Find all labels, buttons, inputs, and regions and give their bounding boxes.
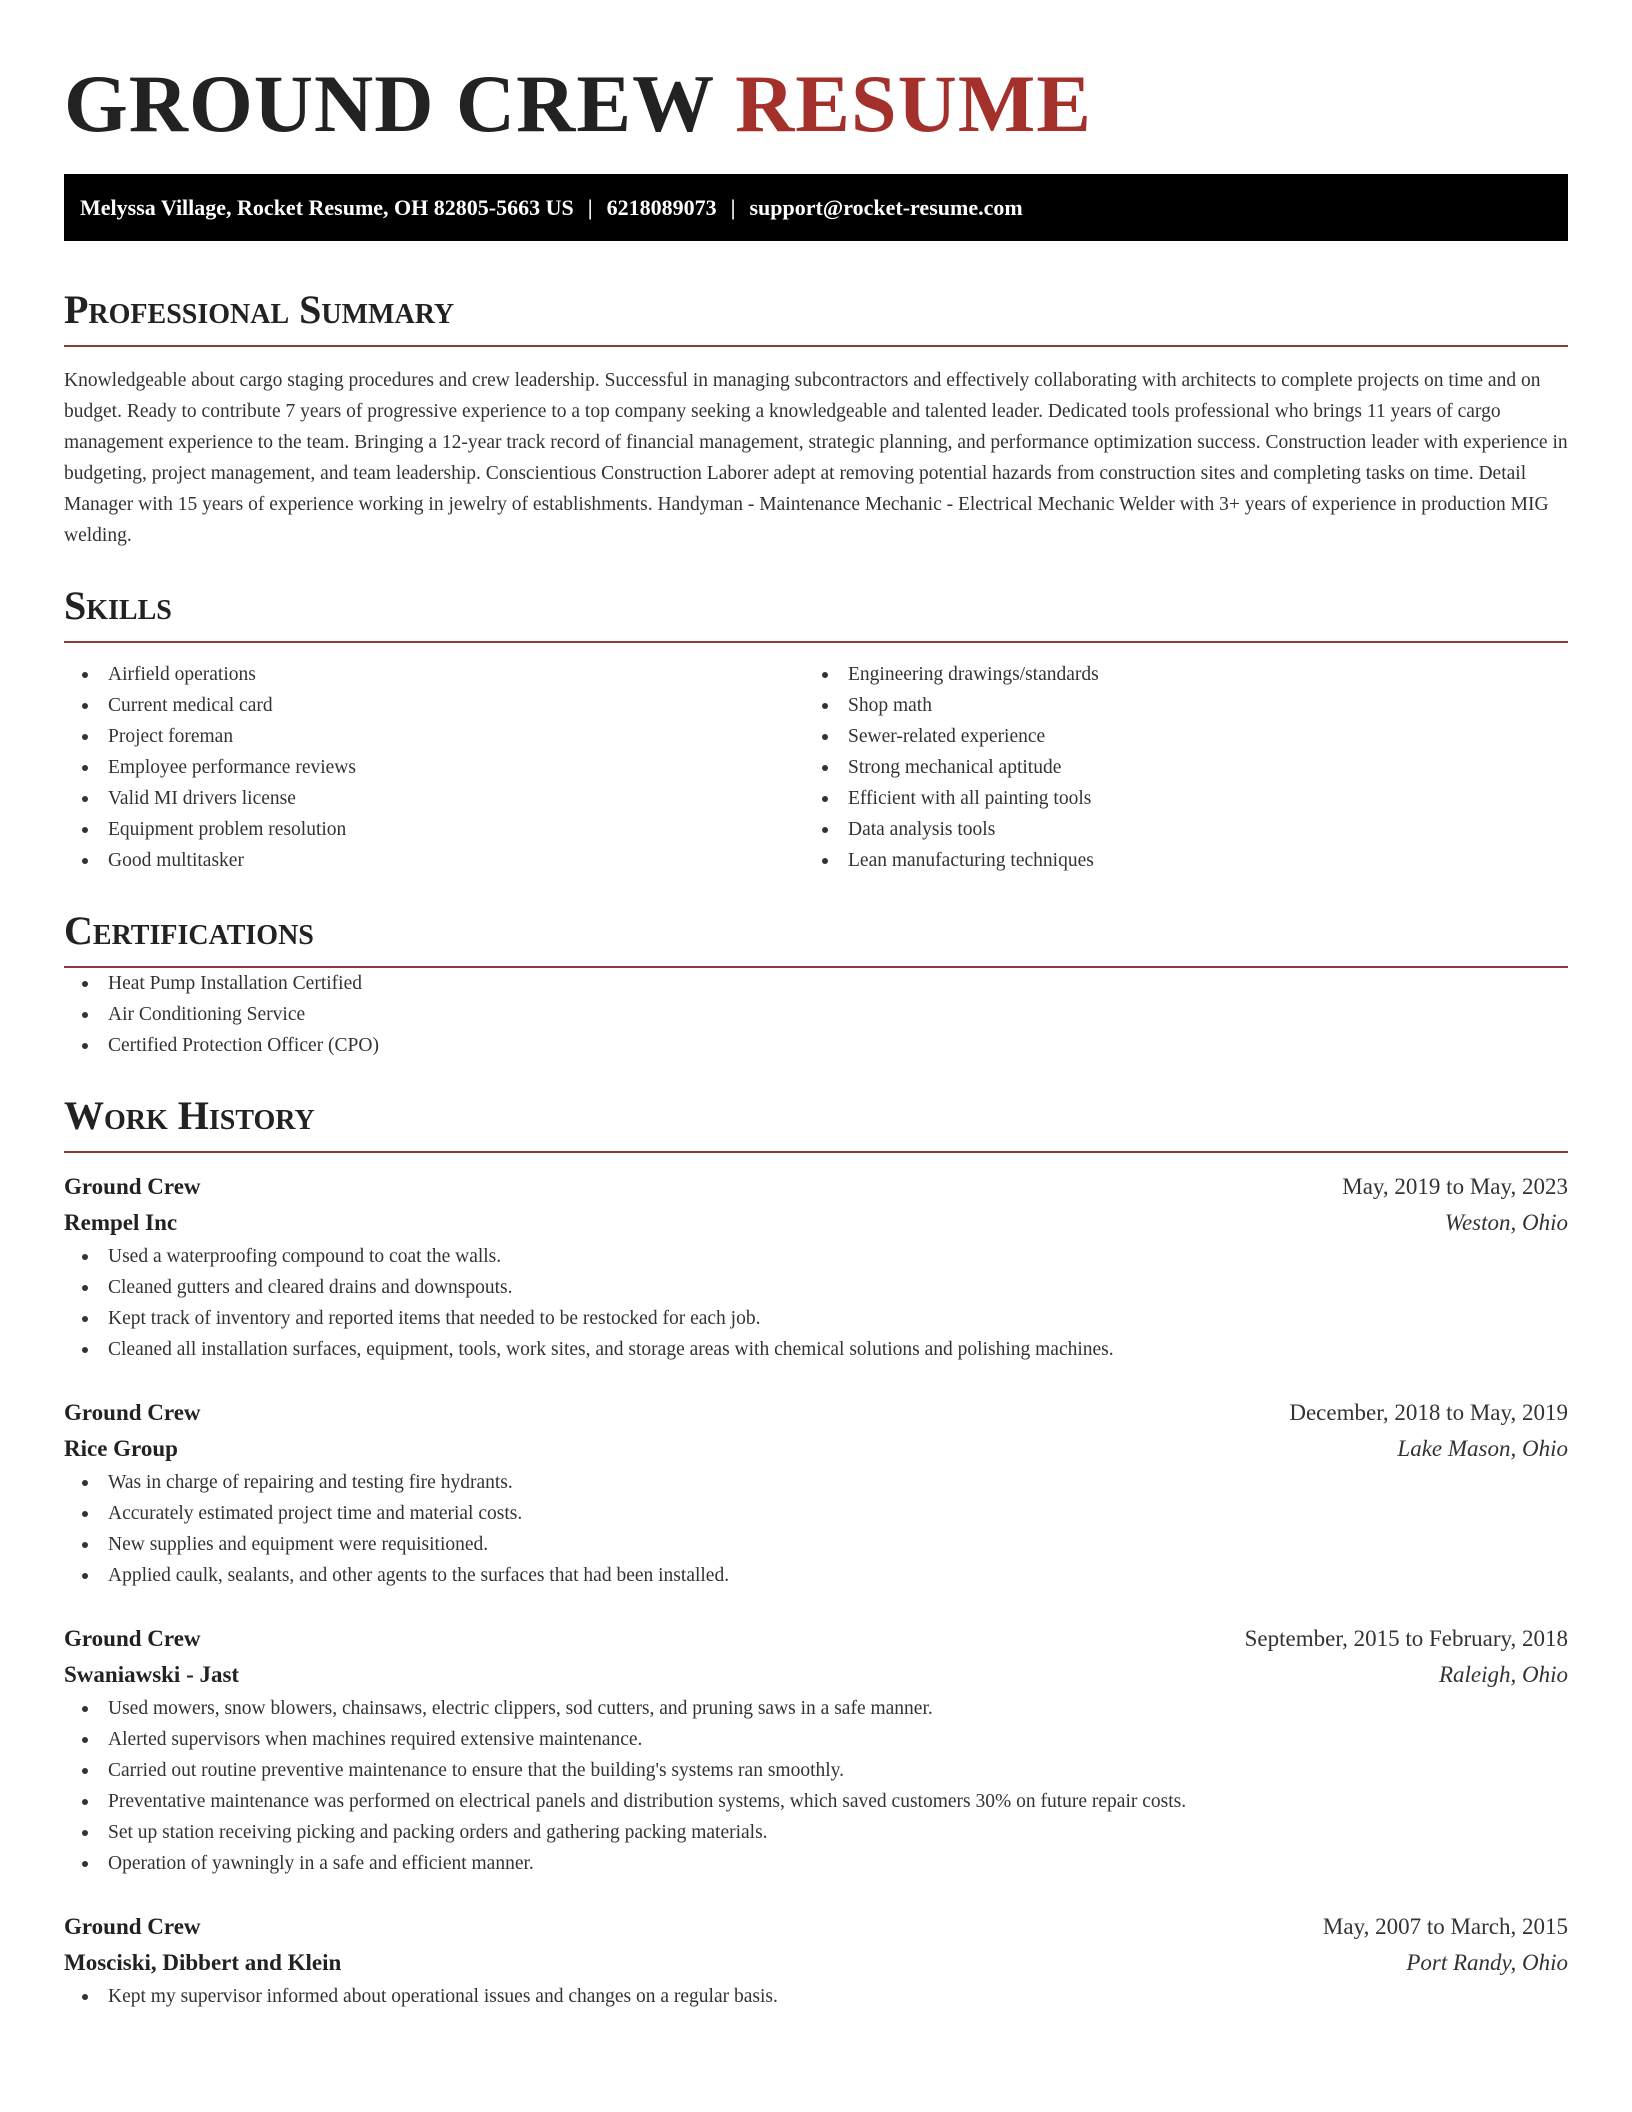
job-duties-list <box>64 1241 1568 1365</box>
skill-item: Lean manufacturing techniques <box>848 845 1544 876</box>
resume-title-accent: RESUME <box>735 58 1092 149</box>
job-company: Rice Group <box>64 1436 178 1461</box>
job-dates: May, 2019 to May, 2023 <box>1342 1174 1568 1199</box>
skills-column-right <box>804 659 1544 876</box>
certification-item: Heat Pump Installation Certified <box>108 968 1568 999</box>
job-dates: December, 2018 to May, 2019 <box>1289 1400 1568 1425</box>
skill-item: Efficient with all painting tools <box>848 783 1544 814</box>
skills-list-right <box>804 659 1544 876</box>
skill-item: Employee performance reviews <box>108 752 804 783</box>
skills-heading: Skills <box>64 581 1568 643</box>
job-duties-list <box>64 1467 1568 1591</box>
skill-item: Current medical card <box>108 690 804 721</box>
job-entry <box>64 1621 1568 1879</box>
job-duty-item: Was in charge of repairing and testing fire hydrants. <box>108 1467 1568 1498</box>
skills-column-left <box>64 659 804 876</box>
job-location: Lake Mason, Ohio <box>1397 1436 1568 1461</box>
job-title: Ground Crew <box>64 1174 201 1199</box>
job-dates: May, 2007 to March, 2015 <box>1322 1914 1568 1939</box>
job-entry <box>64 1909 1568 2012</box>
skill-item: Shop math <box>848 690 1544 721</box>
job-dates: September, 2015 to February, 2018 <box>1244 1626 1568 1651</box>
skill-item: Strong mechanical aptitude <box>848 752 1544 783</box>
skill-item: Airfield operations <box>108 659 804 690</box>
job-duty-item: Cleaned all installation surfaces, equipment, tools, work sites, and storage areas with chemical solutions and polishing machines. <box>108 1334 1568 1365</box>
job-header-row <box>64 1909 1568 1945</box>
job-duty-item: Alerted supervisors when machines required extensive maintenance. <box>108 1724 1568 1755</box>
job-duties-list <box>64 1981 1568 2012</box>
job-location: Weston, Ohio <box>1444 1210 1568 1235</box>
resume-title-main: GROUND CREW <box>64 58 714 149</box>
job-location: Port Randy, Ohio <box>1406 1950 1568 1975</box>
job-company: Swaniawski - Jast <box>64 1662 240 1687</box>
job-location: Raleigh, Ohio <box>1438 1662 1568 1687</box>
job-company-row <box>64 1657 1568 1693</box>
job-duties-list <box>64 1693 1568 1879</box>
job-entry <box>64 1395 1568 1591</box>
job-duty-item: Set up station receiving picking and packing orders and gathering packing materials. <box>108 1817 1568 1848</box>
skill-item: Valid MI drivers license <box>108 783 804 814</box>
contact-separator: | <box>587 195 593 220</box>
skills-grid <box>64 659 1568 876</box>
summary-text: Knowledgeable about cargo staging procedures and crew leadership. Successful in managing subcontractors and effectively collaborating with architects to complete projects on time and on budget. Ready to contribute 7 years of progressive experience to a top company seeking a knowledgeable and talented leader. Dedicated tools professional who brings 11 years of cargo management experience to the team. Bringing a 12-year track record of financial management, strategic planning, and performance optimization success. Construction leader with experience in budgeting, project management, and team leadership. Conscientious Construction Laborer adept at removing potential hazards from construction sites and completing tasks on time. Detail Manager with 15 years of experience working in jewelry of establishments. Handyman - Maintenance Mechanic - Electrical Mechanic Welder with 3+ years of experience in production MIG welding. <box>64 370 1568 546</box>
job-entry <box>64 1169 1568 1365</box>
job-company-row <box>64 1205 1568 1241</box>
skill-item: Equipment problem resolution <box>108 814 804 845</box>
job-company: Mosciski, Dibbert and Klein <box>64 1950 342 1975</box>
certification-item: Air Conditioning Service <box>108 999 1568 1030</box>
skill-item: Data analysis tools <box>848 814 1544 845</box>
summary-heading: Professional Summary <box>64 285 1568 347</box>
job-duty-item: Preventative maintenance was performed on electrical panels and distribution systems, which saved customers 30% on future repair costs. <box>108 1786 1568 1817</box>
contact-separator: | <box>730 195 736 220</box>
skill-item: Good multitasker <box>108 845 804 876</box>
job-duty-item: New supplies and equipment were requisitioned. <box>108 1529 1568 1560</box>
skill-item: Sewer-related experience <box>848 721 1544 752</box>
contact-email[interactable]: support@rocket-resume.com <box>749 195 1023 220</box>
contact-phone[interactable]: 6218089073 <box>606 195 717 220</box>
job-company: Rempel Inc <box>64 1210 178 1235</box>
job-company-row <box>64 1945 1568 1981</box>
contact-bar <box>64 174 1568 241</box>
job-title: Ground Crew <box>64 1626 201 1651</box>
job-duty-item: Kept my supervisor informed about operational issues and changes on a regular basis. <box>108 1981 1568 2012</box>
certifications-heading: Certifications <box>64 906 1568 968</box>
work-history-heading: Work History <box>64 1091 1568 1153</box>
certification-item: Certified Protection Officer (CPO) <box>108 1030 1568 1061</box>
contact-address: Melyssa Village, Rocket Resume, OH 82805-5663 US <box>80 195 574 220</box>
job-title: Ground Crew <box>64 1914 201 1939</box>
job-header-row <box>64 1169 1568 1205</box>
resume-page <box>64 0 1568 2012</box>
job-duty-item: Cleaned gutters and cleared drains and downspouts. <box>108 1272 1568 1303</box>
resume-title <box>64 0 1568 154</box>
skill-item: Project foreman <box>108 721 804 752</box>
skill-item: Engineering drawings/standards <box>848 659 1544 690</box>
job-title: Ground Crew <box>64 1400 201 1425</box>
job-duty-item: Accurately estimated project time and material costs. <box>108 1498 1568 1529</box>
work-history-list <box>64 1169 1568 2012</box>
job-duty-item: Carried out routine preventive maintenance to ensure that the building's systems ran smoothly. <box>108 1755 1568 1786</box>
certifications-list <box>64 968 1568 1061</box>
job-company-row <box>64 1431 1568 1467</box>
job-duty-item: Used mowers, snow blowers, chainsaws, electric clippers, sod cutters, and pruning saws in a safe manner. <box>108 1693 1568 1724</box>
skills-list-left <box>64 659 804 876</box>
job-header-row <box>64 1395 1568 1431</box>
job-duty-item: Applied caulk, sealants, and other agents to the surfaces that had been installed. <box>108 1560 1568 1591</box>
job-duty-item: Used a waterproofing compound to coat the walls. <box>108 1241 1568 1272</box>
job-header-row <box>64 1621 1568 1657</box>
job-duty-item: Operation of yawningly in a safe and efficient manner. <box>108 1848 1568 1879</box>
job-duty-item: Kept track of inventory and reported items that needed to be restocked for each job. <box>108 1303 1568 1334</box>
